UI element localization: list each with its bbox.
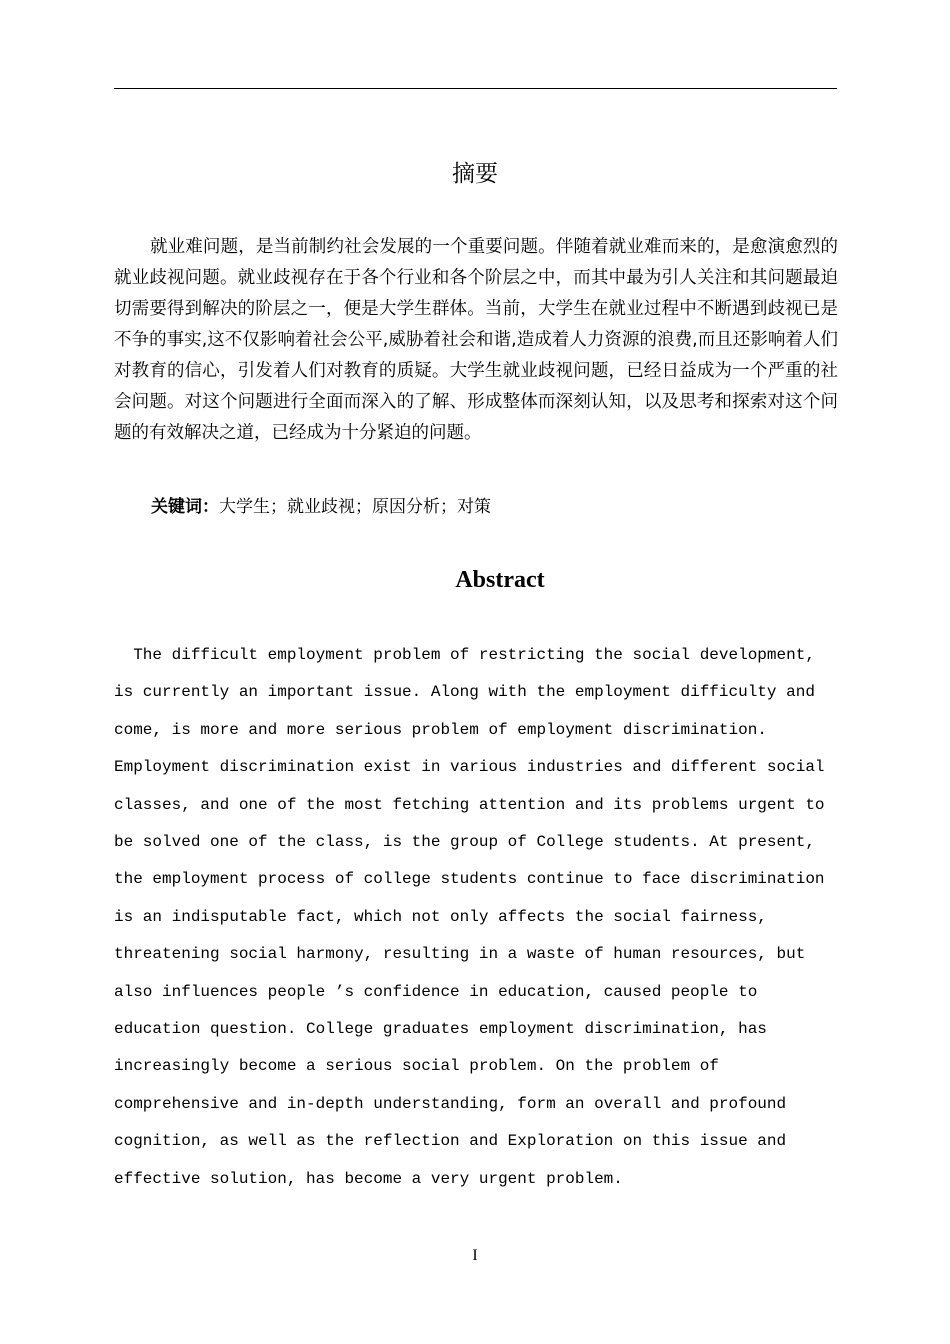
english-abstract-title: Abstract: [455, 567, 545, 593]
chinese-abstract-body: 就业难问题，是当前制约社会发展的一个重要问题。伴随着就业难而来的，是愈演愈烈的就业歧视问题。就业歧视存在于各个行业和各个阶层之中，而其中最为引人关注和其问题最迫切需要得到解决的阶层之一，便是大学生群体。当前，大学生在就业过程中不断遇到歧视已是不争的事实,这不仅影响着社会公平,威胁着社会和谐,造成着人力资源的浪费,而且还影响着人们对教育的信心，引发着人们对教育的质疑。大学生就业歧视问题，已经日益成为一个严重的社会问题。对这个问题进行全面而深入的了解、形成整体而深刻认知，以及思考和探索对这个问题的有效解决之道，已经成为十分紧迫的问题。: [114, 237, 838, 443]
keywords-line: [151, 493, 491, 521]
header-rule: [114, 88, 837, 89]
keywords-label: 关键词：: [151, 497, 219, 517]
chinese-abstract-title: 摘要: [452, 161, 498, 187]
english-abstract-body: The difficult employment problem of restricting the social development, is currently an important issue. Along with the employment difficulty and come, is more and more serious problem of employment discrimination. Employment discrimination exist in various industries and different social classes, and one of the most fetching attention and its problems urgent to be solved one of the class, is the group of College students. At present, the employment process of college students continue to face discrimination is an indisputable fact, which not only affects the social fairness, threatening social harmony, resulting in a waste of human resources, but also influences people ’s confidence in education, caused people to education question. College graduates employment discrimination, has increasingly become a serious social problem. On the problem of comprehensive and in-depth understanding, form an overall and profound cognition, as well as the reflection and Exploration on this issue and effective solution, has become a very urgent problem.: [114, 646, 825, 1188]
keywords-value: 大学生；就业歧视；原因分析；对策: [219, 497, 491, 517]
page-number: I: [472, 1247, 478, 1264]
